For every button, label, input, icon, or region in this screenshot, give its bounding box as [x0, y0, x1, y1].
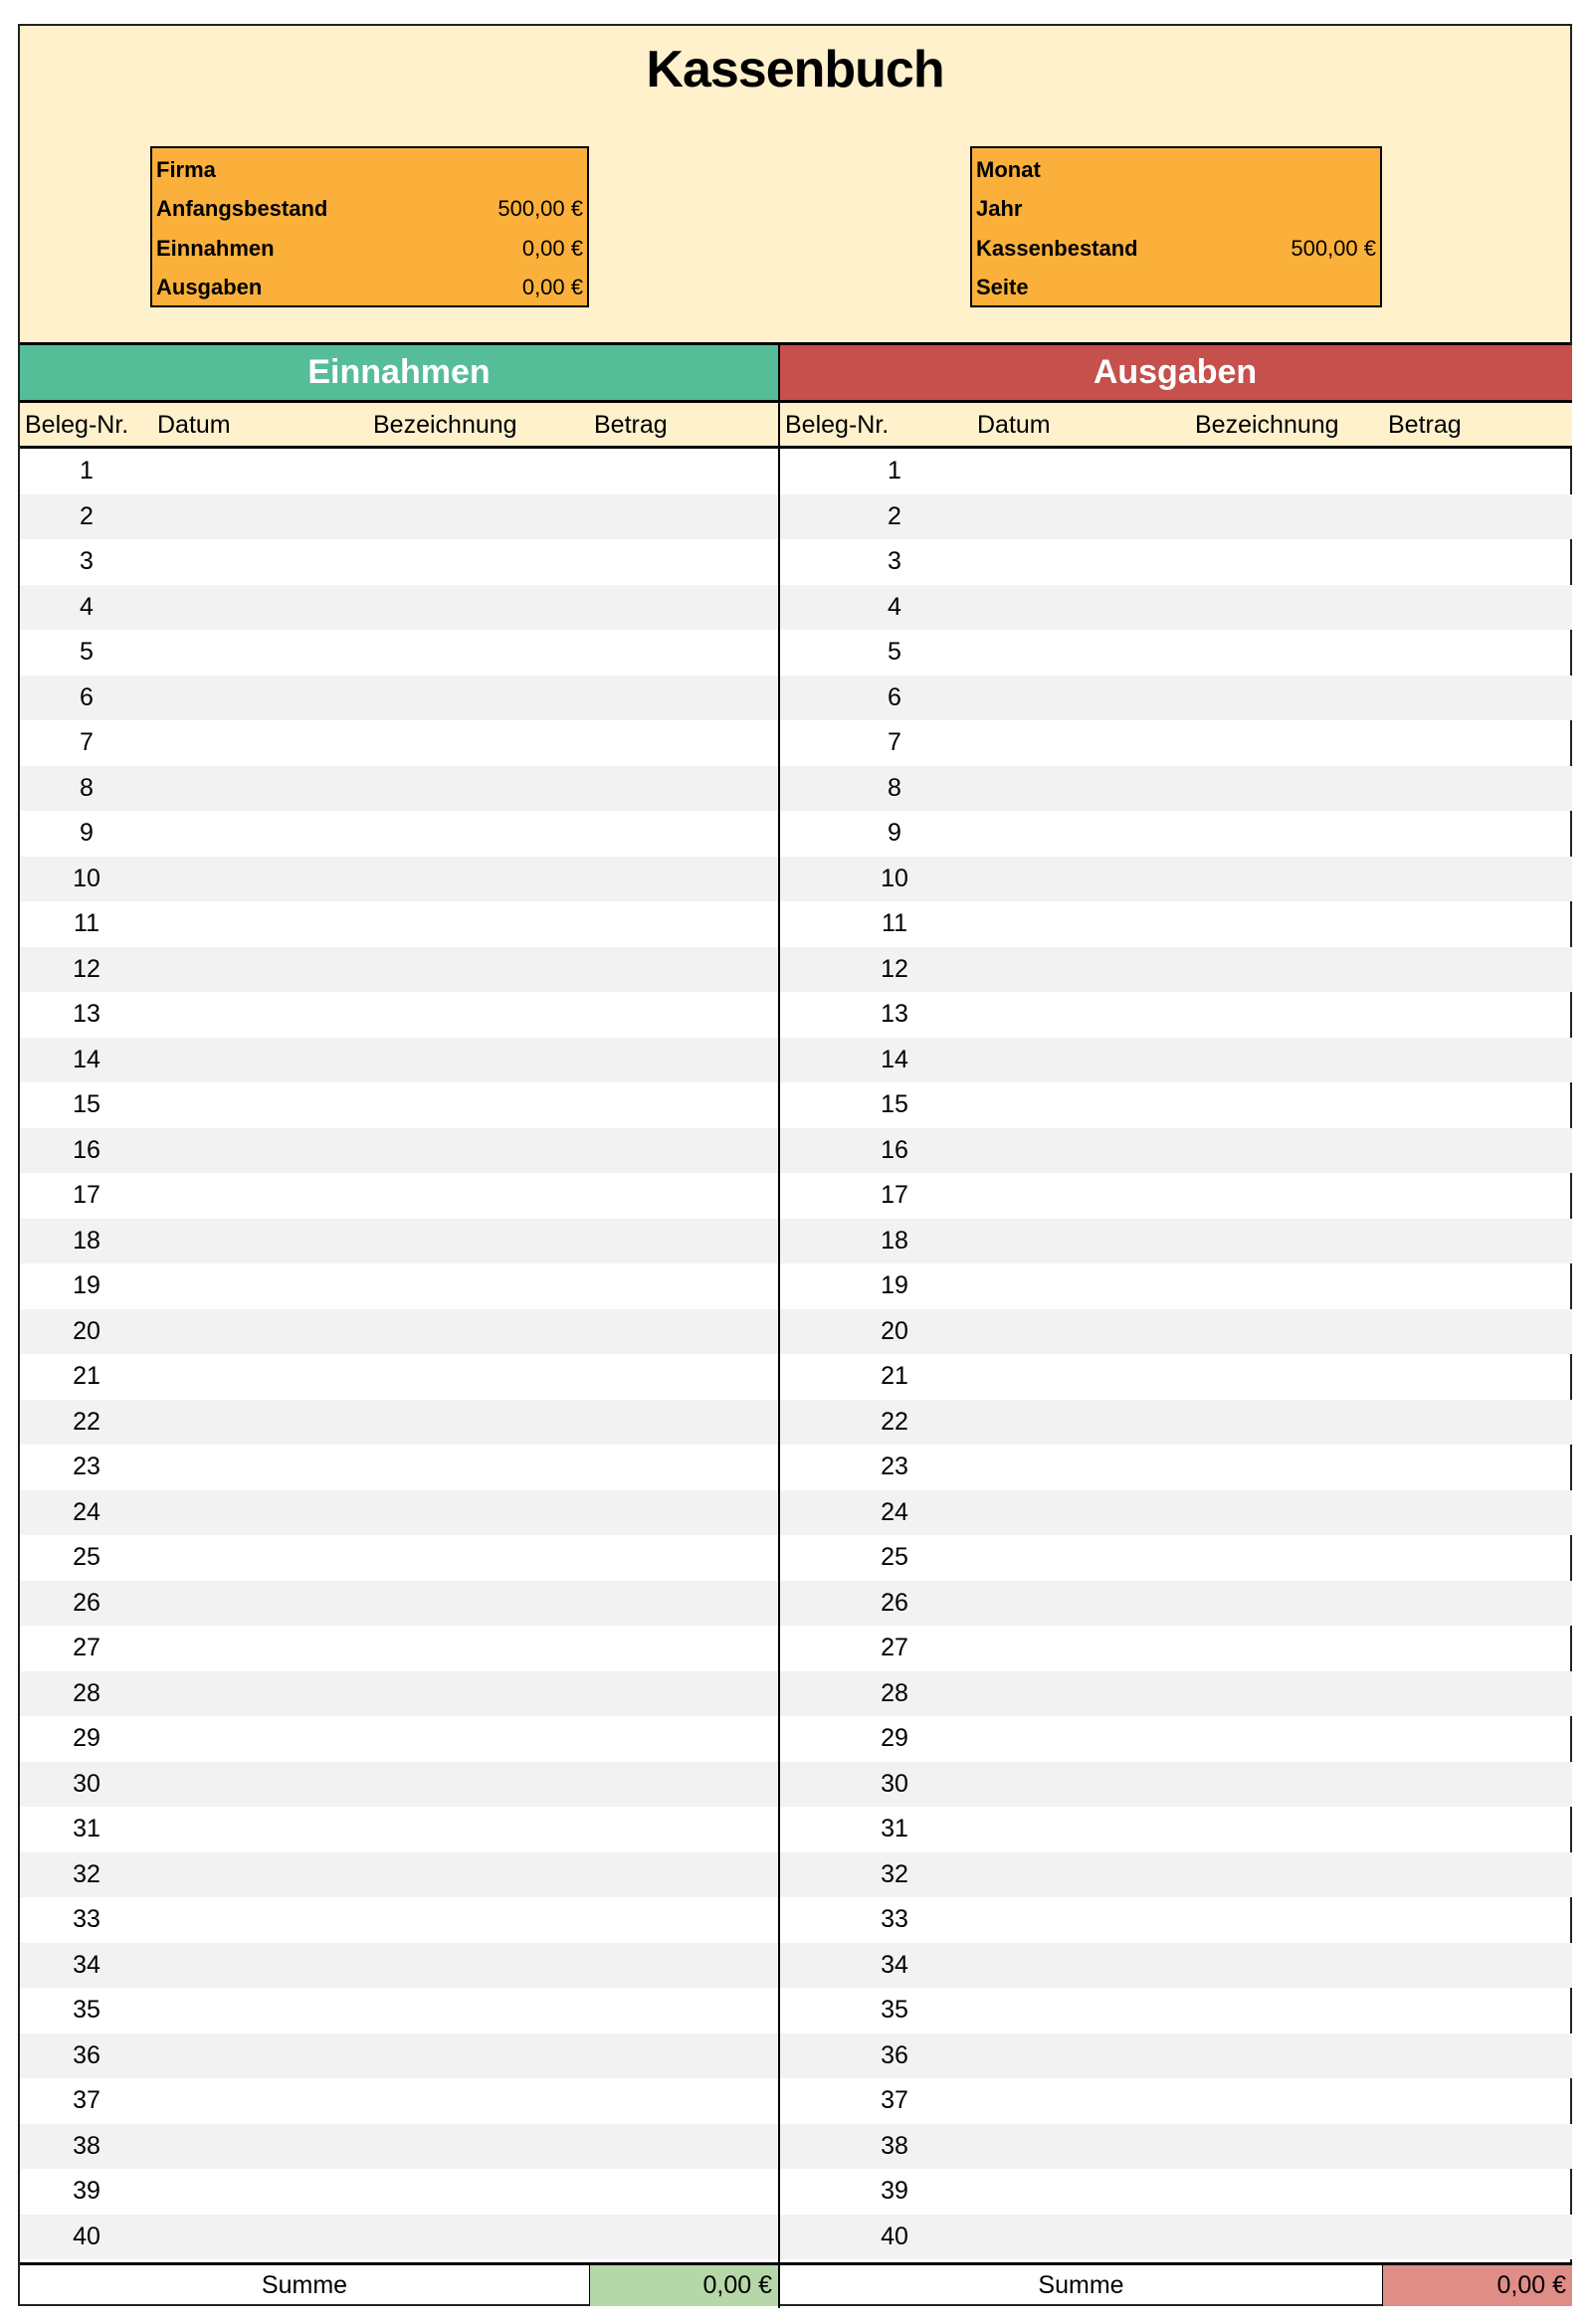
ausgaben-sum-value: 0,00 €	[1382, 2265, 1572, 2306]
table-row[interactable]	[780, 1626, 1572, 1671]
beleg-nr: 29	[881, 1724, 908, 1752]
table-row[interactable]	[20, 2034, 778, 2079]
table-row[interactable]	[20, 1173, 778, 1219]
beleg-nr: 24	[73, 1497, 100, 1526]
value: 500,00 €	[498, 196, 583, 222]
cashbook-sheet	[18, 24, 1572, 2306]
table-row[interactable]	[20, 1581, 778, 1627]
table-row[interactable]	[780, 1354, 1572, 1400]
col-betrag: Betrag	[1388, 411, 1462, 439]
beleg-nr: 23	[881, 1452, 908, 1480]
beleg-nr: 26	[73, 1588, 100, 1617]
table-row[interactable]	[20, 1445, 778, 1490]
beleg-nr: 18	[881, 1226, 908, 1255]
beleg-nr: 23	[73, 1452, 100, 1480]
beleg-nr: 21	[881, 1362, 908, 1390]
col-datum: Datum	[977, 411, 1051, 439]
beleg-nr: 19	[73, 1271, 100, 1299]
beleg-nr: 37	[881, 2086, 908, 2114]
beleg-nr: 8	[888, 773, 901, 802]
table-row[interactable]	[20, 766, 778, 812]
beleg-nr: 12	[73, 954, 100, 983]
label: Jahr	[976, 196, 1023, 222]
table-row[interactable]	[780, 1716, 1572, 1762]
col-bezeichnung: Bezeichnung	[1195, 411, 1339, 439]
table-row[interactable]	[20, 1354, 778, 1400]
table-row[interactable]	[780, 1309, 1572, 1355]
beleg-nr: 22	[73, 1407, 100, 1436]
beleg-nr: 35	[881, 1996, 908, 2024]
beleg-nr: 15	[881, 1090, 908, 1118]
beleg-nr: 28	[73, 1678, 100, 1707]
table-row[interactable]	[780, 494, 1572, 540]
beleg-nr: 11	[882, 909, 907, 937]
beleg-nr: 16	[881, 1135, 908, 1164]
beleg-nr: 18	[73, 1226, 100, 1255]
table-row[interactable]	[780, 1897, 1572, 1943]
beleg-nr: 12	[881, 954, 908, 983]
table-row[interactable]	[20, 1762, 778, 1808]
field-jahr[interactable]	[976, 190, 1376, 230]
table-row[interactable]	[780, 766, 1572, 812]
table-row[interactable]	[780, 1445, 1572, 1490]
label: Einnahmen	[156, 235, 275, 261]
table-row[interactable]	[780, 2169, 1572, 2215]
table-row[interactable]	[780, 1128, 1572, 1174]
table-row[interactable]	[20, 901, 778, 947]
col-beleg-nr: Beleg-Nr.	[785, 411, 890, 439]
table-row[interactable]	[20, 494, 778, 540]
beleg-nr: 32	[881, 1859, 908, 1888]
table-row[interactable]	[20, 857, 778, 902]
table-row[interactable]	[780, 1400, 1572, 1446]
beleg-nr: 26	[881, 1588, 908, 1617]
ausgaben-header: Ausgaben	[778, 345, 1572, 403]
table-row[interactable]	[780, 947, 1572, 993]
table-row[interactable]	[20, 1807, 778, 1852]
beleg-nr: 27	[73, 1634, 100, 1661]
table-row[interactable]	[780, 1943, 1572, 1989]
table-row[interactable]	[780, 676, 1572, 721]
beleg-nr: 6	[80, 682, 94, 711]
field-firma[interactable]	[156, 150, 583, 190]
table-row[interactable]	[20, 585, 778, 631]
field-einnahmen	[156, 229, 583, 269]
page-title: Kassenbuch	[646, 41, 944, 98]
beleg-nr: 32	[73, 1859, 100, 1888]
ausgaben-rows	[780, 449, 1572, 2259]
label: Monat	[976, 156, 1041, 182]
field-kassenbestand	[976, 229, 1376, 269]
value: 0,00 €	[521, 275, 583, 300]
label: Firma	[156, 156, 216, 182]
col-beleg-nr: Beleg-Nr.	[25, 411, 129, 439]
col-bezeichnung: Bezeichnung	[373, 411, 517, 439]
beleg-nr: 14	[881, 1045, 908, 1073]
field-monat[interactable]	[976, 150, 1376, 190]
table-row[interactable]	[780, 1807, 1572, 1852]
beleg-nr: 7	[888, 728, 901, 756]
beleg-nr: 19	[881, 1271, 908, 1299]
beleg-nr: 35	[73, 1996, 100, 2024]
table-row[interactable]	[780, 2034, 1572, 2079]
table-row[interactable]	[780, 1988, 1572, 2034]
beleg-nr: 7	[80, 728, 94, 756]
beleg-nr: 6	[888, 682, 901, 711]
beleg-nr: 38	[73, 2131, 100, 2160]
table-row[interactable]	[20, 1852, 778, 1898]
ausgaben-column-headers	[778, 403, 1572, 449]
value: 500,00 €	[1291, 235, 1376, 261]
table-row[interactable]	[20, 1490, 778, 1536]
table-row[interactable]	[780, 1581, 1572, 1627]
beleg-nr: 20	[881, 1316, 908, 1345]
table-row[interactable]	[20, 811, 778, 857]
table-row[interactable]	[20, 1626, 778, 1671]
sum-label: Summe	[1038, 2271, 1124, 2299]
beleg-nr: 34	[73, 1950, 100, 1979]
label: Seite	[976, 275, 1029, 300]
label: Kassenbestand	[976, 235, 1138, 261]
table-row[interactable]	[780, 1535, 1572, 1581]
table-row[interactable]	[780, 449, 1572, 494]
beleg-nr: 37	[73, 2086, 100, 2114]
beleg-nr: 33	[881, 1905, 908, 1933]
beleg-nr: 16	[73, 1135, 100, 1164]
beleg-nr: 17	[73, 1181, 100, 1209]
table-row[interactable]	[20, 630, 778, 676]
beleg-nr: 31	[881, 1815, 908, 1842]
table-row[interactable]	[20, 2124, 778, 2170]
beleg-nr: 36	[73, 2040, 100, 2069]
section-divider	[778, 345, 780, 2308]
beleg-nr: 4	[80, 592, 94, 621]
table-row[interactable]	[780, 2215, 1572, 2260]
table-row[interactable]	[780, 1762, 1572, 1808]
col-datum: Datum	[157, 411, 231, 439]
beleg-nr: 31	[73, 1815, 100, 1842]
table-row[interactable]	[780, 1852, 1572, 1898]
table-row[interactable]	[780, 1173, 1572, 1219]
table-row[interactable]	[780, 1038, 1572, 1083]
table-row[interactable]	[20, 1038, 778, 1083]
table-row[interactable]	[780, 2124, 1572, 2170]
table-row[interactable]	[780, 1219, 1572, 1264]
beleg-nr: 39	[73, 2177, 100, 2205]
table-row[interactable]	[20, 1988, 778, 2034]
table-row[interactable]	[20, 1309, 778, 1355]
header-area	[20, 26, 1570, 345]
beleg-nr: 10	[881, 864, 908, 892]
einnahmen-sum-value: 0,00 €	[589, 2265, 778, 2306]
table-row[interactable]	[20, 2169, 778, 2215]
table-row[interactable]	[20, 1716, 778, 1762]
table-row[interactable]	[780, 857, 1572, 902]
beleg-nr: 2	[888, 501, 901, 530]
table-row[interactable]	[20, 1400, 778, 1446]
field-ausgaben	[156, 269, 583, 308]
table-row[interactable]	[20, 1128, 778, 1174]
beleg-nr: 9	[80, 819, 94, 847]
beleg-nr: 13	[73, 1000, 100, 1028]
einnahmen-rows	[20, 449, 778, 2259]
summary-box-right	[970, 146, 1382, 307]
sum-label: Summe	[261, 2271, 348, 2299]
beleg-nr: 30	[881, 1769, 908, 1798]
beleg-nr: 38	[881, 2131, 908, 2160]
beleg-nr: 2	[80, 501, 94, 530]
beleg-nr: 28	[881, 1678, 908, 1707]
table-row[interactable]	[780, 1082, 1572, 1128]
value: 0,00 €	[521, 235, 583, 261]
table-row[interactable]	[780, 720, 1572, 766]
table-row[interactable]	[20, 1671, 778, 1717]
table-row[interactable]	[780, 2078, 1572, 2124]
field-anfangsbestand[interactable]	[156, 190, 583, 230]
beleg-nr: 22	[881, 1407, 908, 1436]
table-row[interactable]	[20, 449, 778, 494]
table-row[interactable]	[20, 1943, 778, 1989]
beleg-nr: 29	[73, 1724, 100, 1752]
beleg-nr: 27	[881, 1634, 908, 1661]
table-row[interactable]	[780, 901, 1572, 947]
beleg-nr: 33	[73, 1905, 100, 1933]
table-row[interactable]	[780, 1263, 1572, 1309]
table-row[interactable]	[20, 992, 778, 1038]
table-row[interactable]	[780, 1671, 1572, 1717]
beleg-nr: 1	[80, 457, 94, 484]
table-row[interactable]	[780, 811, 1572, 857]
beleg-nr: 11	[74, 909, 100, 937]
table-row[interactable]	[20, 1263, 778, 1309]
table-row[interactable]	[780, 539, 1572, 585]
beleg-nr: 5	[80, 638, 94, 666]
beleg-nr: 15	[73, 1090, 100, 1118]
beleg-nr: 4	[888, 592, 901, 621]
beleg-nr: 3	[888, 547, 901, 575]
col-betrag: Betrag	[594, 411, 668, 439]
beleg-nr: 40	[73, 2222, 100, 2250]
einnahmen-sum-row	[20, 2262, 778, 2306]
table-row[interactable]	[20, 1897, 778, 1943]
beleg-nr: 30	[73, 1769, 100, 1798]
beleg-nr: 25	[881, 1543, 908, 1571]
table-row[interactable]	[780, 1490, 1572, 1536]
table-row[interactable]	[780, 585, 1572, 631]
beleg-nr: 21	[73, 1362, 100, 1390]
label: Ausgaben	[156, 275, 263, 300]
field-seite[interactable]	[976, 269, 1376, 308]
beleg-nr: 20	[73, 1316, 100, 1345]
table-row[interactable]	[20, 1219, 778, 1264]
beleg-nr: 5	[888, 638, 901, 666]
beleg-nr: 8	[80, 773, 94, 802]
table-row[interactable]	[20, 1082, 778, 1128]
beleg-nr: 17	[881, 1181, 908, 1209]
table-row[interactable]	[20, 720, 778, 766]
table-row[interactable]	[780, 630, 1572, 676]
table-row[interactable]	[20, 1535, 778, 1581]
einnahmen-header: Einnahmen	[20, 345, 778, 403]
einnahmen-column-headers	[20, 403, 778, 449]
beleg-nr: 10	[73, 864, 100, 892]
ausgaben-sum-row	[780, 2262, 1572, 2306]
label: Anfangsbestand	[156, 196, 328, 222]
beleg-nr: 13	[881, 1000, 908, 1028]
beleg-nr: 1	[888, 457, 901, 484]
summary-box-left	[150, 146, 589, 307]
beleg-nr: 40	[881, 2222, 908, 2250]
table-row[interactable]	[20, 2078, 778, 2124]
beleg-nr: 14	[73, 1045, 100, 1073]
table-row[interactable]	[20, 676, 778, 721]
beleg-nr: 3	[80, 547, 94, 575]
beleg-nr: 34	[881, 1950, 908, 1979]
table-row[interactable]	[20, 2215, 778, 2260]
table-row[interactable]	[20, 539, 778, 585]
beleg-nr: 25	[73, 1543, 100, 1571]
beleg-nr: 9	[888, 819, 901, 847]
beleg-nr: 39	[881, 2177, 908, 2205]
table-row[interactable]	[20, 947, 778, 993]
beleg-nr: 24	[881, 1497, 908, 1526]
table-row[interactable]	[780, 992, 1572, 1038]
beleg-nr: 36	[881, 2040, 908, 2069]
